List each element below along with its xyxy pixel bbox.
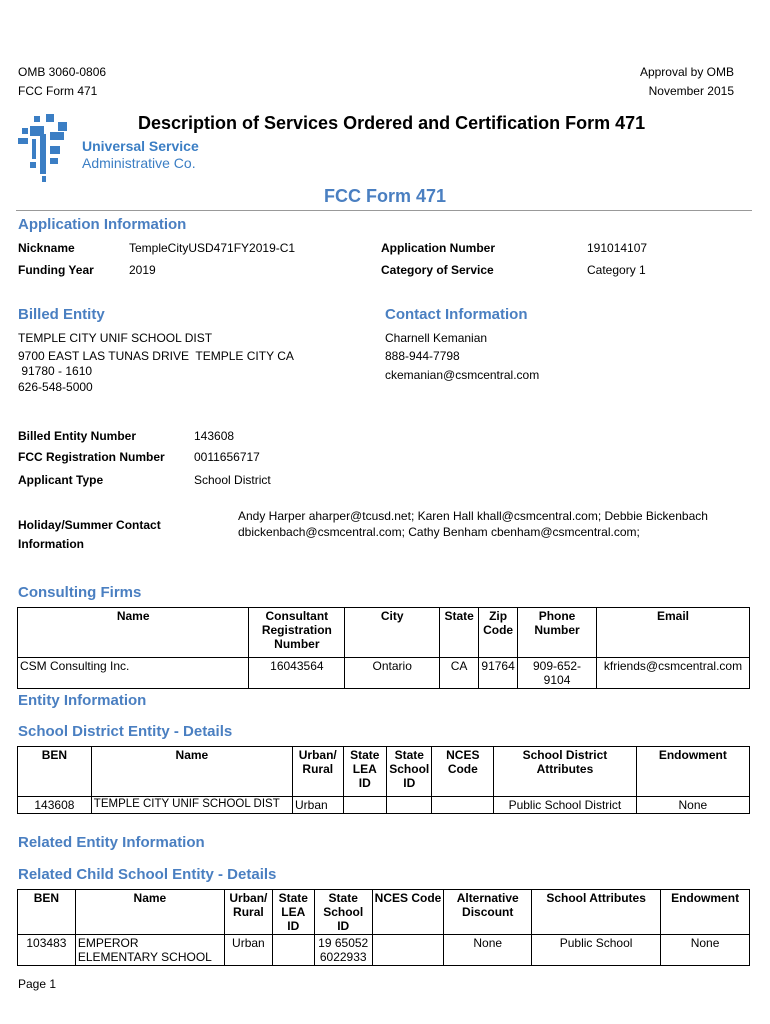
child-cell: None xyxy=(444,935,532,966)
child-cell: Public School xyxy=(532,935,661,966)
billed-entity-name: TEMPLE CITY UNIF SCHOOL DIST xyxy=(18,331,213,345)
child-col-name: Name xyxy=(75,890,224,935)
consulting-col-city: City xyxy=(345,608,440,658)
consulting-col-reg: Consultant Registration Number xyxy=(249,608,345,658)
omb-number: OMB 3060-0806 xyxy=(18,65,107,79)
billed-entity-phone: 626-548-5000 xyxy=(18,380,93,394)
consulting-cell: 91764 xyxy=(479,658,518,689)
table-row xyxy=(18,935,750,966)
consulting-cell: 909-652-9104 xyxy=(518,658,597,689)
holiday-contact-label: Holiday/Summer Contact xyxy=(18,518,161,532)
approval-label: Approval by OMB xyxy=(639,65,734,79)
holiday-contact-line-2: dbickenbach@csmcentral.com; Cathy Benham cbenham@csmcentral.com; xyxy=(238,525,640,539)
child-cell: Urban xyxy=(224,935,272,966)
fcc-registration-label: FCC Registration Number xyxy=(18,450,165,464)
contact-name: Charnell Kemanian xyxy=(385,331,488,345)
child-cell: 19 65052 6022933 xyxy=(314,935,372,966)
fcc-registration-value: 0011656717 xyxy=(194,450,260,464)
table-row xyxy=(18,797,750,814)
child-col-lea: State LEA ID xyxy=(272,890,314,935)
child-cell xyxy=(372,935,444,966)
child-cell xyxy=(272,935,314,966)
consulting-col-state: State xyxy=(440,608,479,658)
consulting-heading: Consulting Firms xyxy=(18,584,142,601)
applicant-type-label: Applicant Type xyxy=(18,473,104,487)
child-cell: None xyxy=(661,935,750,966)
billed-entity-heading: Billed Entity xyxy=(18,306,105,323)
contact-heading: Contact Information xyxy=(385,306,528,323)
category-value: Category 1 xyxy=(587,263,646,277)
district-cell xyxy=(387,797,432,814)
district-col-nces: NCES Code xyxy=(432,747,494,797)
title-divider xyxy=(16,210,752,211)
entity-heading: Entity Information xyxy=(18,692,147,709)
consulting-cell: CA xyxy=(440,658,479,689)
related-child-heading: Related Child School Entity - Details xyxy=(18,866,277,883)
child-col-discount: Alternative Discount xyxy=(444,890,532,935)
district-cell: TEMPLE CITY UNIF SCHOOL DIST xyxy=(91,797,292,814)
consulting-col-zip: Zip Code xyxy=(479,608,518,658)
applicant-type-value: School District xyxy=(194,473,271,487)
approval-date: November 2015 xyxy=(648,84,734,98)
child-cell: EMPEROR ELEMENTARY SCHOOL xyxy=(75,935,224,966)
school-district-entity-heading: School District Entity - Details xyxy=(18,723,233,740)
district-cell xyxy=(432,797,494,814)
school-district-table xyxy=(17,746,750,814)
related-child-table xyxy=(17,889,750,966)
district-cell xyxy=(343,797,386,814)
consulting-cell: 16043564 xyxy=(249,658,345,689)
district-col-name: Name xyxy=(91,747,292,797)
consulting-table xyxy=(17,607,750,689)
logo-line-1: Universal Service xyxy=(82,138,199,154)
district-cell: Urban xyxy=(292,797,343,814)
billed-entity-address-2: 91780 - 1610 xyxy=(18,364,93,378)
funding-year-value: 2019 xyxy=(129,263,156,277)
ben-value: 143608 xyxy=(194,429,235,443)
consulting-cell: Ontario xyxy=(345,658,440,689)
child-col-ben: BEN xyxy=(18,890,76,935)
district-col-urban: Urban/ Rural xyxy=(292,747,343,797)
nickname-label: Nickname xyxy=(18,241,75,255)
consulting-cell: CSM Consulting Inc. xyxy=(18,658,249,689)
child-col-urban: Urban/ Rural xyxy=(224,890,272,935)
child-cell: 103483 xyxy=(18,935,76,966)
holiday-contact-line-1: Andy Harper aharper@tcusd.net; Karen Hall khall@csmcentral.com; Debbie Bickenbach xyxy=(238,509,708,523)
logo-line-2: Administrative Co. xyxy=(82,155,196,171)
application-number-value: 191014107 xyxy=(587,241,648,255)
contact-email: ckemanian@csmcentral.com xyxy=(385,368,540,382)
district-col-school-id: State School ID xyxy=(387,747,432,797)
district-cell: Public School District xyxy=(494,797,637,814)
application-heading: Application Information xyxy=(18,216,187,233)
page-title: Description of Services Ordered and Certification Form 471 xyxy=(138,113,646,133)
district-col-attributes: School District Attributes xyxy=(494,747,637,797)
page-number: Page 1 xyxy=(18,977,57,991)
child-col-nces: NCES Code xyxy=(372,890,444,935)
consulting-col-email: Email xyxy=(596,608,749,658)
form-subtitle: FCC Form 471 xyxy=(323,186,447,206)
table-row xyxy=(18,658,750,689)
billed-entity-address-1: 9700 EAST LAS TUNAS DRIVE TEMPLE CITY CA xyxy=(18,349,294,363)
child-col-school-id: State School ID xyxy=(314,890,372,935)
district-col-endowment: Endowment xyxy=(636,747,749,797)
district-col-ben: BEN xyxy=(18,747,92,797)
usac-logo-icon xyxy=(16,114,72,184)
form-reference: FCC Form 471 xyxy=(18,84,98,98)
category-label: Category of Service xyxy=(381,263,494,277)
child-col-endowment: Endowment xyxy=(661,890,750,935)
funding-year-label: Funding Year xyxy=(18,263,94,277)
related-entity-heading: Related Entity Information xyxy=(18,834,205,851)
consulting-col-phone: Phone Number xyxy=(518,608,597,658)
consulting-col-name: Name xyxy=(18,608,249,658)
district-col-lea: State LEA ID xyxy=(343,747,386,797)
district-cell: None xyxy=(636,797,749,814)
ben-label: Billed Entity Number xyxy=(18,429,137,443)
nickname-value: TempleCityUSD471FY2019-C1 xyxy=(129,241,296,255)
child-col-attributes: School Attributes xyxy=(532,890,661,935)
holiday-contact-label-2: Information xyxy=(18,537,84,551)
application-number-label: Application Number xyxy=(381,241,496,255)
contact-phone: 888-944-7798 xyxy=(385,349,460,363)
district-cell: 143608 xyxy=(18,797,92,814)
consulting-cell: kfriends@csmcentral.com xyxy=(596,658,749,689)
